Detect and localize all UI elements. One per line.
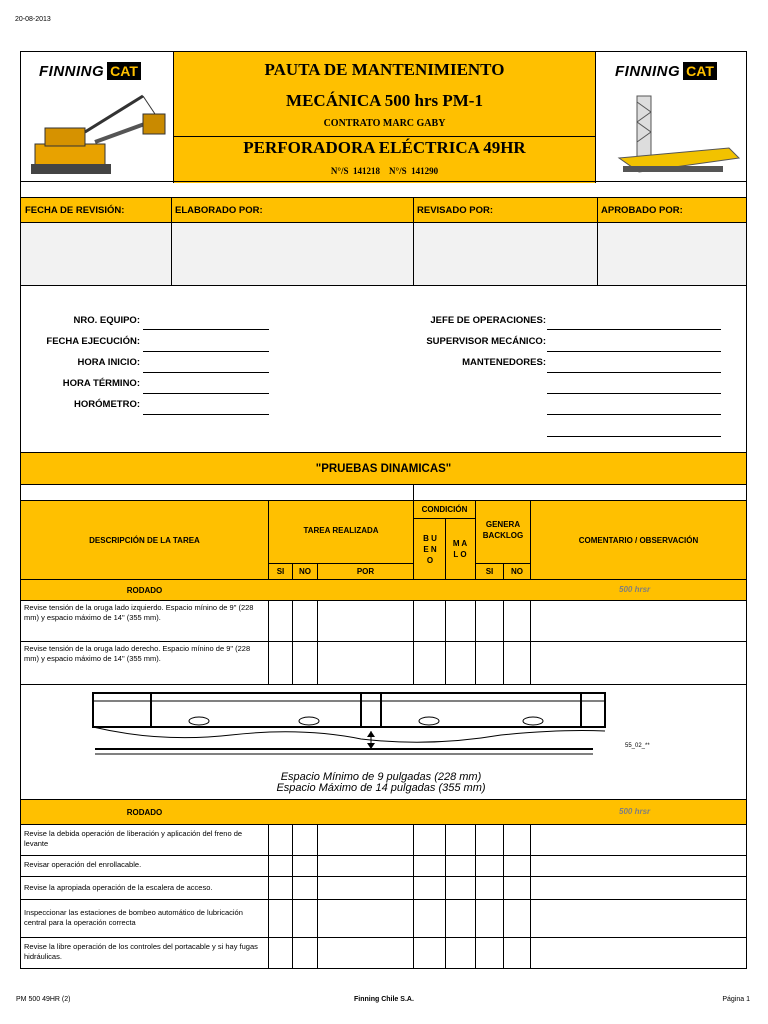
finning-wordmark: FINNING bbox=[39, 62, 105, 80]
task-description: Revise la debida operación de liberación y aplicación del freno de levante bbox=[24, 829, 243, 848]
jefe-operaciones-field[interactable] bbox=[547, 329, 721, 330]
drill-rig-icon bbox=[599, 92, 745, 180]
mantenedores-field-2[interactable] bbox=[547, 393, 721, 394]
section-title: "PRUEBAS DINAMICAS" bbox=[20, 452, 747, 485]
table-row bbox=[20, 876, 747, 900]
finning-wordmark: FINNING bbox=[615, 62, 681, 80]
table-header bbox=[20, 500, 747, 580]
backlog-si-header: SI bbox=[485, 567, 494, 576]
footer-page: Página 1 bbox=[722, 996, 750, 1003]
supervisor-mecanico-field[interactable] bbox=[547, 351, 721, 352]
mantenedores-field-3[interactable] bbox=[547, 414, 721, 415]
horometro-field[interactable] bbox=[143, 414, 269, 415]
task-description: Inspeccionar las estaciones de bombeo automático de lubricación central para la operación correcta bbox=[24, 908, 243, 927]
fecha-revision-label: FECHA DE REVISIÓN: bbox=[25, 205, 125, 216]
cat-wordmark: CAT bbox=[683, 62, 717, 80]
task-description: Revise la libre operación de los controles del portacable y si hay fugas hidráulicas. bbox=[24, 942, 258, 961]
diagram-caption-min: Espacio Mínimo de 9 pulgadas (228 mm) bbox=[280, 771, 482, 783]
print-date: 20-08-2013 bbox=[15, 16, 51, 23]
electric-shovel-icon bbox=[25, 92, 173, 180]
aprobado-por-field[interactable] bbox=[599, 225, 746, 283]
mantenedores-field-1[interactable] bbox=[547, 372, 721, 373]
title-hours: MECÁNICA 500 hrs PM-1 bbox=[286, 91, 483, 110]
hora-inicio-label: HORA INICIO: bbox=[77, 357, 140, 368]
descripcion-header: DESCRIPCIÓN DE LA TAREA bbox=[89, 535, 200, 545]
revisado-por-field[interactable] bbox=[415, 225, 595, 283]
mantenedores-label: MANTENEDORES: bbox=[462, 357, 546, 368]
equipment-info bbox=[20, 285, 747, 453]
fecha-ejecucion-label: FECHA EJECUCIÓN: bbox=[46, 336, 140, 347]
header-block bbox=[20, 51, 747, 182]
cat-wordmark: CAT bbox=[107, 62, 141, 80]
table-row bbox=[20, 600, 747, 642]
title-band bbox=[173, 52, 596, 183]
fecha-revision-field[interactable] bbox=[23, 225, 169, 283]
condicion-header: CONDICIÓN bbox=[421, 505, 468, 514]
revisado-por-label: REVISADO POR: bbox=[417, 205, 494, 216]
supervisor-mecanico-label: SUPERVISOR MECÁNICO: bbox=[426, 336, 546, 347]
table-row bbox=[20, 855, 747, 877]
title-main: PAUTA DE MANTENIMIENTO bbox=[264, 60, 505, 79]
serial-numbers: N°/S 141218 N°/S 141290 bbox=[330, 166, 439, 176]
footer-company: Finning Chile S.A. bbox=[354, 996, 414, 1003]
table-row bbox=[20, 641, 747, 685]
no-header: NO bbox=[299, 567, 311, 576]
malo-header: M A L O bbox=[452, 539, 468, 559]
task-description: Revisar operación del enrollacable. bbox=[24, 860, 142, 869]
fecha-ejecucion-field[interactable] bbox=[143, 351, 269, 352]
elaborado-por-label: ELABORADO POR: bbox=[175, 205, 263, 216]
hora-inicio-field[interactable] bbox=[143, 372, 269, 373]
comentario-header: COMENTARIO / OBSERVACIÓN bbox=[578, 535, 699, 545]
table-row bbox=[20, 937, 747, 969]
backlog-no-header: NO bbox=[511, 567, 523, 576]
group1-name: RODADO bbox=[126, 585, 163, 595]
genera-backlog-header: GENERA BACKLOG bbox=[482, 520, 524, 540]
group2-header bbox=[20, 799, 747, 825]
group1-hours: 500 hrsr bbox=[619, 585, 651, 594]
title-equipment: PERFORADORA ELÉCTRICA 49HR bbox=[243, 138, 526, 157]
group2-name: RODADO bbox=[126, 807, 163, 817]
nro-equipo-field[interactable] bbox=[143, 329, 269, 330]
task-description: Revise tensión de la oruga lado izquierdo. Espacio mínino de 9" (228 mm) y espacio máximo de 14" (355 mm). bbox=[24, 603, 254, 622]
diagram-tag: 55_02_** bbox=[625, 743, 650, 749]
mantenedores-field-4[interactable] bbox=[547, 436, 721, 437]
tarea-realizada-header: TAREA REALIZADA bbox=[303, 525, 379, 535]
group2-hours: 500 hrsr bbox=[619, 807, 651, 816]
elaborado-por-field[interactable] bbox=[173, 225, 411, 283]
nro-equipo-label: NRO. EQUIPO: bbox=[73, 315, 140, 326]
finning-cat-logo-right bbox=[615, 62, 717, 80]
horometro-label: HORÓMETRO: bbox=[74, 399, 140, 410]
si-header: SI bbox=[276, 567, 285, 576]
crawler-track-icon bbox=[81, 687, 641, 767]
table-row bbox=[20, 824, 747, 856]
bueno-header: B U E N O bbox=[423, 533, 437, 565]
contract-label: CONTRATO MARC GABY bbox=[323, 118, 446, 129]
footer-doc-code: PM 500 49HR (2) bbox=[16, 996, 71, 1003]
task-description: Revise la apropiada operación de la escalera de acceso. bbox=[24, 883, 213, 892]
group1-header bbox=[20, 579, 747, 601]
task-description: Revise tensión de la oruga lado derecho. Espacio mínino de 9" (228 mm) y espacio máximo de 14" (355 mm). bbox=[24, 644, 251, 663]
hora-termino-field[interactable] bbox=[143, 393, 269, 394]
revision-table bbox=[20, 197, 747, 286]
hora-termino-label: HORA TÉRMINO: bbox=[62, 378, 140, 389]
diagram-caption-max: Espacio Máximo de 14 pulgadas (355 mm) bbox=[276, 782, 486, 794]
por-header: POR bbox=[356, 567, 375, 576]
finning-cat-logo-left bbox=[39, 62, 141, 80]
track-tension-diagram bbox=[20, 684, 747, 800]
jefe-operaciones-label: JEFE DE OPERACIONES: bbox=[430, 315, 546, 326]
aprobado-por-label: APROBADO POR: bbox=[601, 205, 683, 216]
table-row bbox=[20, 899, 747, 938]
